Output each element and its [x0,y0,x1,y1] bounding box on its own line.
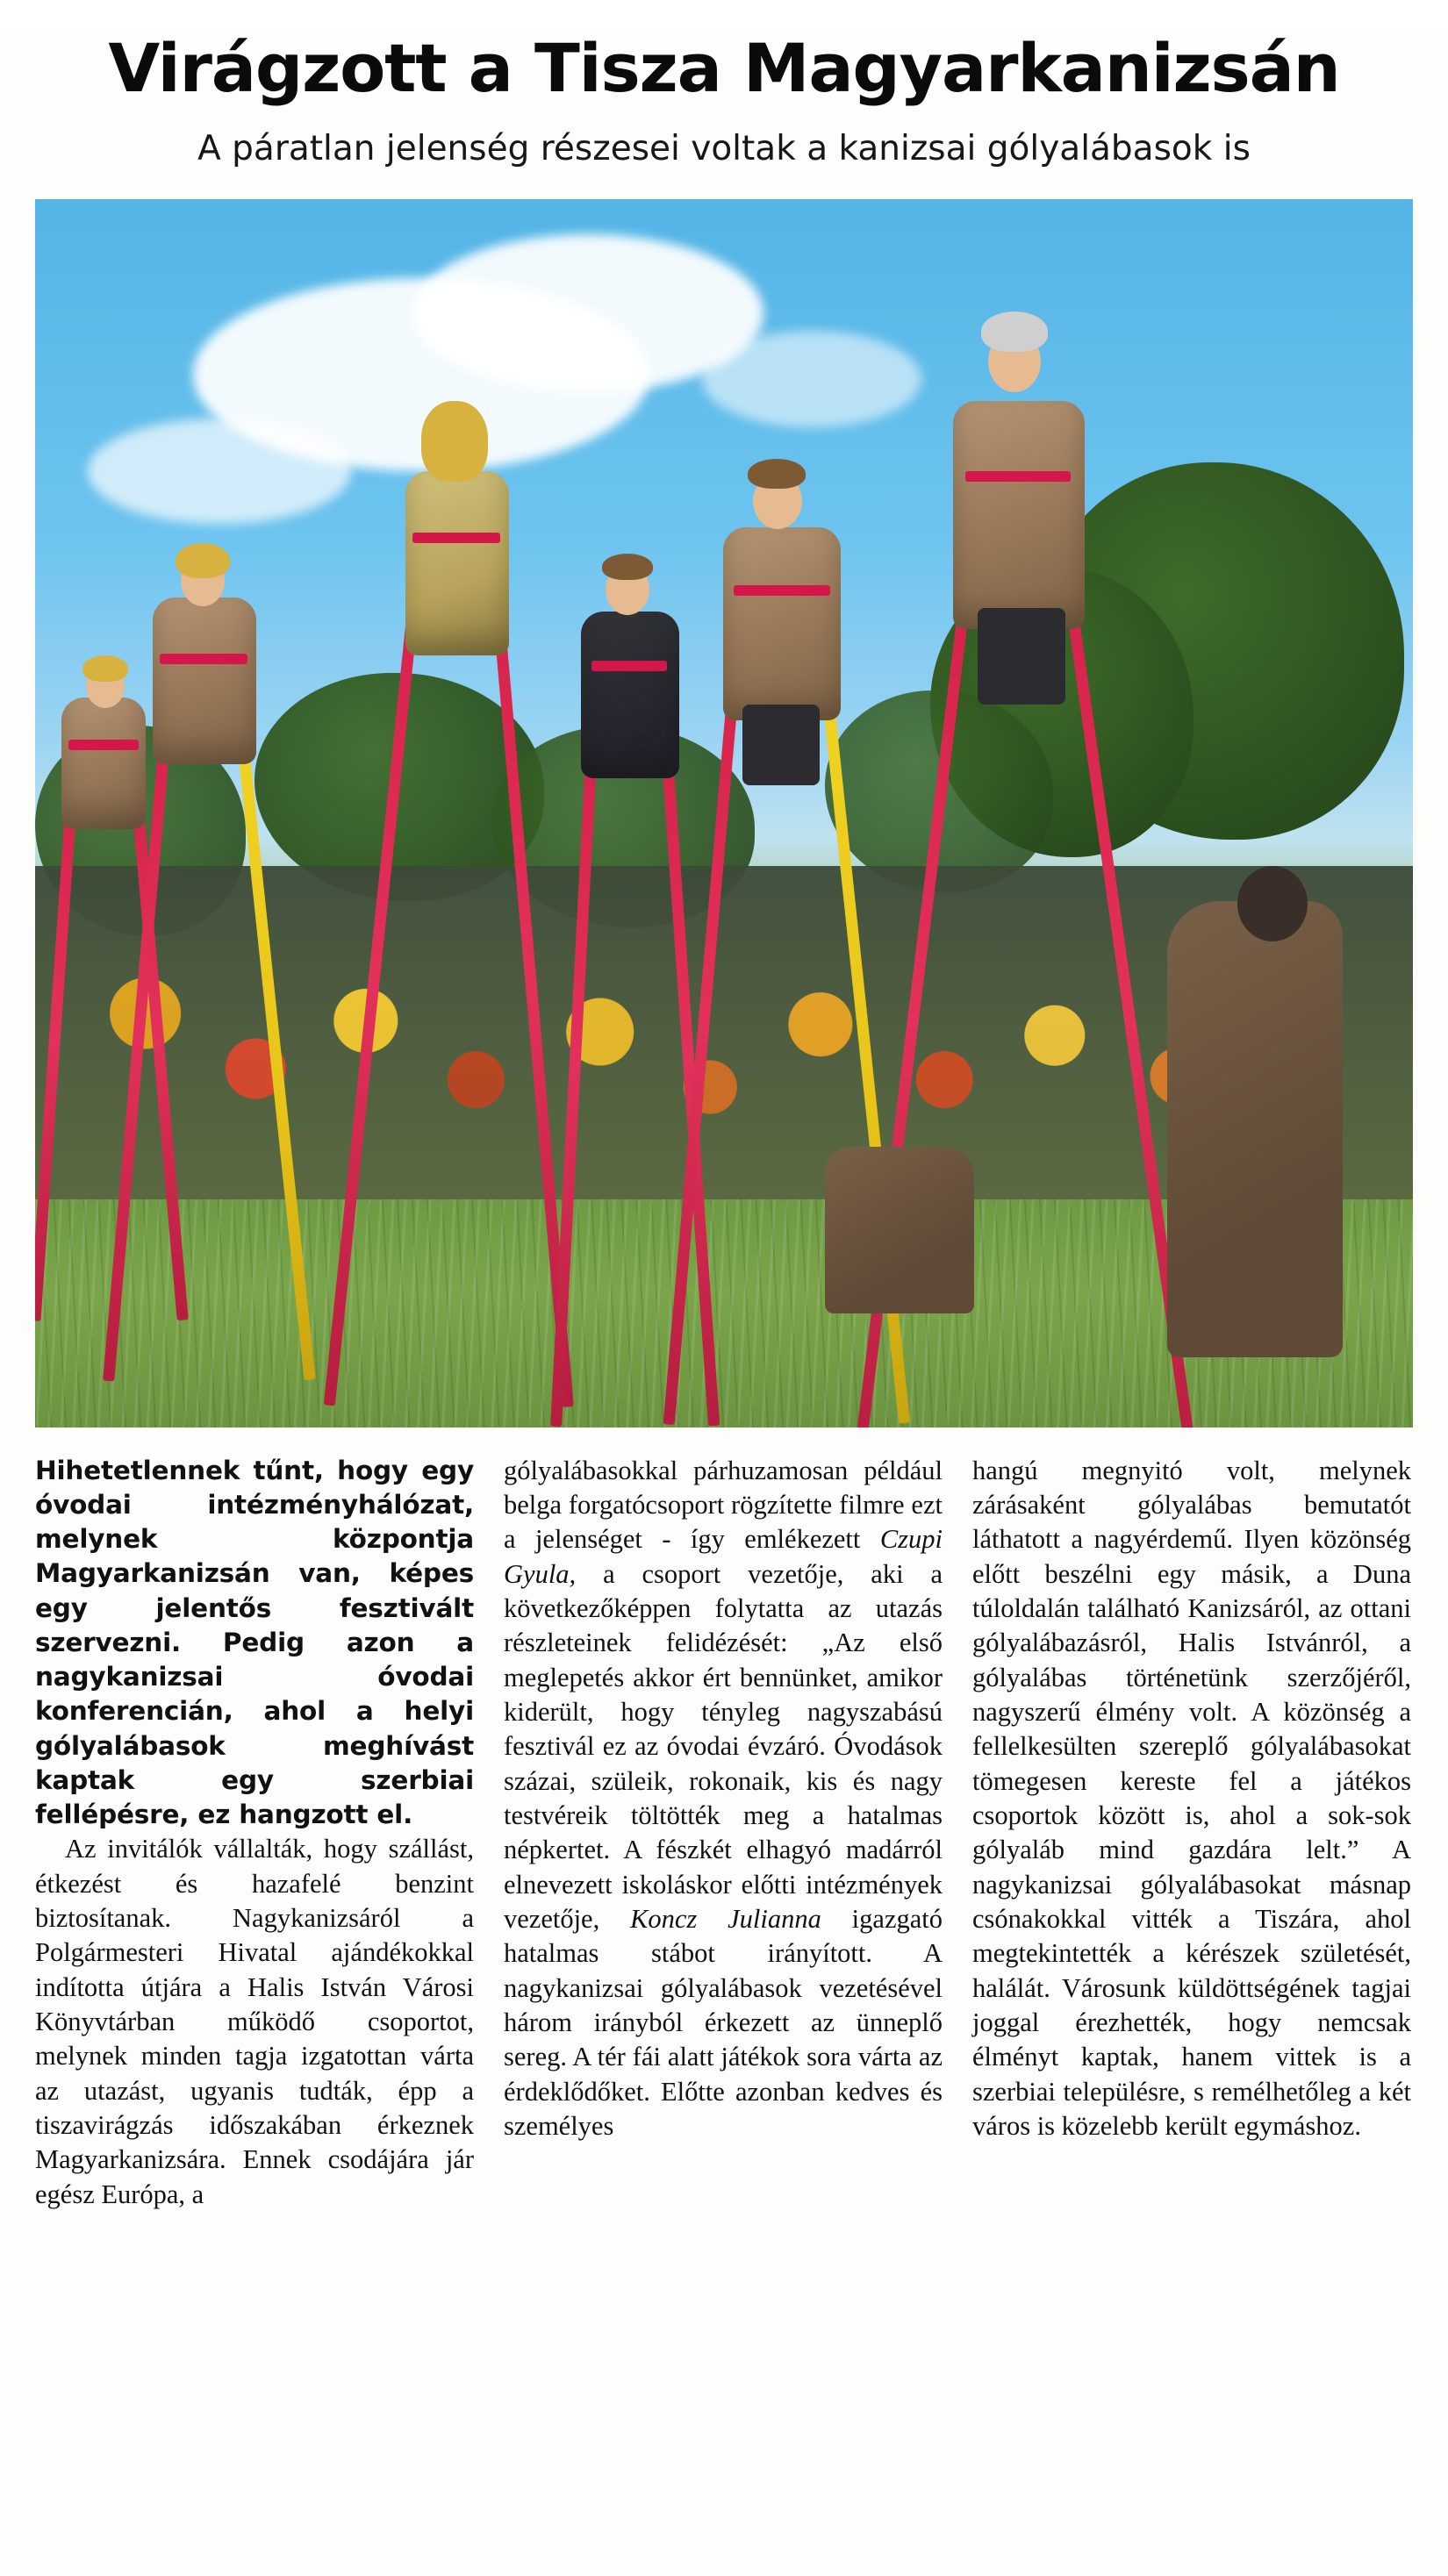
helper-head [1237,866,1308,941]
cloak [405,471,509,655]
foreground-helper [825,1147,974,1313]
stilt-pole [324,576,422,1406]
article-column-1 [35,1454,474,2212]
stilt-walkers-group [35,199,1413,1428]
paragraph-text: a csoport vezetője, aki a következőképpen folytatta az utazás részleteinek felidézését: „Az első meglepetés akkor ért bennünket, amikor kiderült, hogy tényleg nagyszabású fesztivál ez az óvodai évzáró. Óvodások százai, szüleik, rokonaik, kis és nagy testvéreik töltötték meg a hatalmas népkertet. A fészkét elhagyó madárról elnevezett iskoláskor előtti intézmények vezetője, [504,1558,943,1935]
paragraph-text: igazgató hatalmas stábot irányított. A nagykanizsai gólyalábasok vezetésével három irányból érkezett az ünneplő sereg. A tér fái alatt játékok sora várta az érdeklődőket. Előtte azonban kedves és személyes [504,1904,943,2142]
stilt-pole [35,760,80,1320]
page-title: Virágzott a Tisza Magyarkanizsán [108,29,1340,107]
person-name-czupi: Czupi Gyula, [504,1524,943,1589]
lead-paragraph: Hihetetlennek tűnt, hogy egy óvodai intézményhálózat, melynek központja Magyarkanizsán van, képes egy jelentős fesztivált szervezni. Pedig azon a nagykanizsai óvodai konferencián, ahol a helyi gólyalábasok meghívást kaptak egy szerbiai fellépésre, ez hangzott el. [35,1455,474,1829]
sash [734,585,830,596]
sash [965,471,1071,482]
article-column-3 [972,1454,1411,2212]
walker-pants [742,705,820,785]
sash [160,654,247,664]
article-photo [35,199,1413,1428]
walker-pants [978,608,1065,705]
newspaper-page [0,29,1448,2576]
foreground-helper [1167,901,1343,1357]
stilt-pole [550,707,599,1427]
sash [68,740,139,750]
walker-hair [421,401,488,482]
walker-hair [176,543,230,578]
paragraph-text: gólyalábasokkal párhuzamosan például belga forgatócsoport rögzítette filmre ezt a jelenséget - így emlékezett [504,1455,943,1555]
stilt-pole [658,707,720,1426]
sash [591,661,667,671]
paragraph-text: Az invitálók vállalták, hogy szállást, étkezést és hazafelé benzint biztosítanak. Nagykanizsáról a Polgármesteri Hivatal ajándékokkal indította útjára a Halis István Városi Könyvtárban működő csoportot, melynek minden tagja izgatottan várta az utazást, ugyanis tudták, épp a tiszavirágzás időszakában érkeznek Magyarkanizsára. Ennek csodájára jár egész Európa, a [35,1834,474,2209]
walker-hair [602,554,653,580]
paragraph [504,1454,943,2144]
cloak [153,597,256,764]
stilt-pole [232,690,316,1380]
sash [412,533,500,543]
cloak [723,527,841,720]
paragraph-text: hangú megnyitó volt, melynek zárásaként gólyalábas bemutatót láthatott a nagyérdemű. Ilyen közönség előtt beszélni egy másik, a Duna túloldalán található Kanizsáról, az ottani gólyalábazásról, Halis Istvánról, a gólyalábas történetünk szerzőjéről, nagyszerű élmény volt. A közönség a fellelkesülten szereplő gólyalábasokat tömegesen kereste fel a játékos csoportok között is, ahol a sok-sok gólyaláb mind gazdára lelt.” A nagykanizsai gólyalábasokat másnap csónakokkal vitték a Tiszára, ahol megtekintették a kérészek születését, halálát. Városunk küldöttségének tagjai joggal érezhették, hogy nemcsak élményt kaptak, hanem vittek is a szerbiai településre, s remélhetőleg a két város is közelebb került egymáshoz. [972,1455,1411,2142]
cloak [953,401,1085,629]
article-column-2 [504,1454,943,2212]
paragraph [35,1832,474,2212]
cloak [581,612,679,778]
walker-hair [82,655,128,682]
walker-hair [981,311,1048,352]
cloak [61,698,146,829]
walker-hair [748,459,806,489]
person-name-koncz: Koncz Julianna [630,1904,821,1935]
page-subtitle: A páratlan jelenség részesei voltak a kanizsai gólyalábasok is [197,128,1251,168]
article-body [35,1454,1413,2212]
paragraph [972,1454,1411,2144]
